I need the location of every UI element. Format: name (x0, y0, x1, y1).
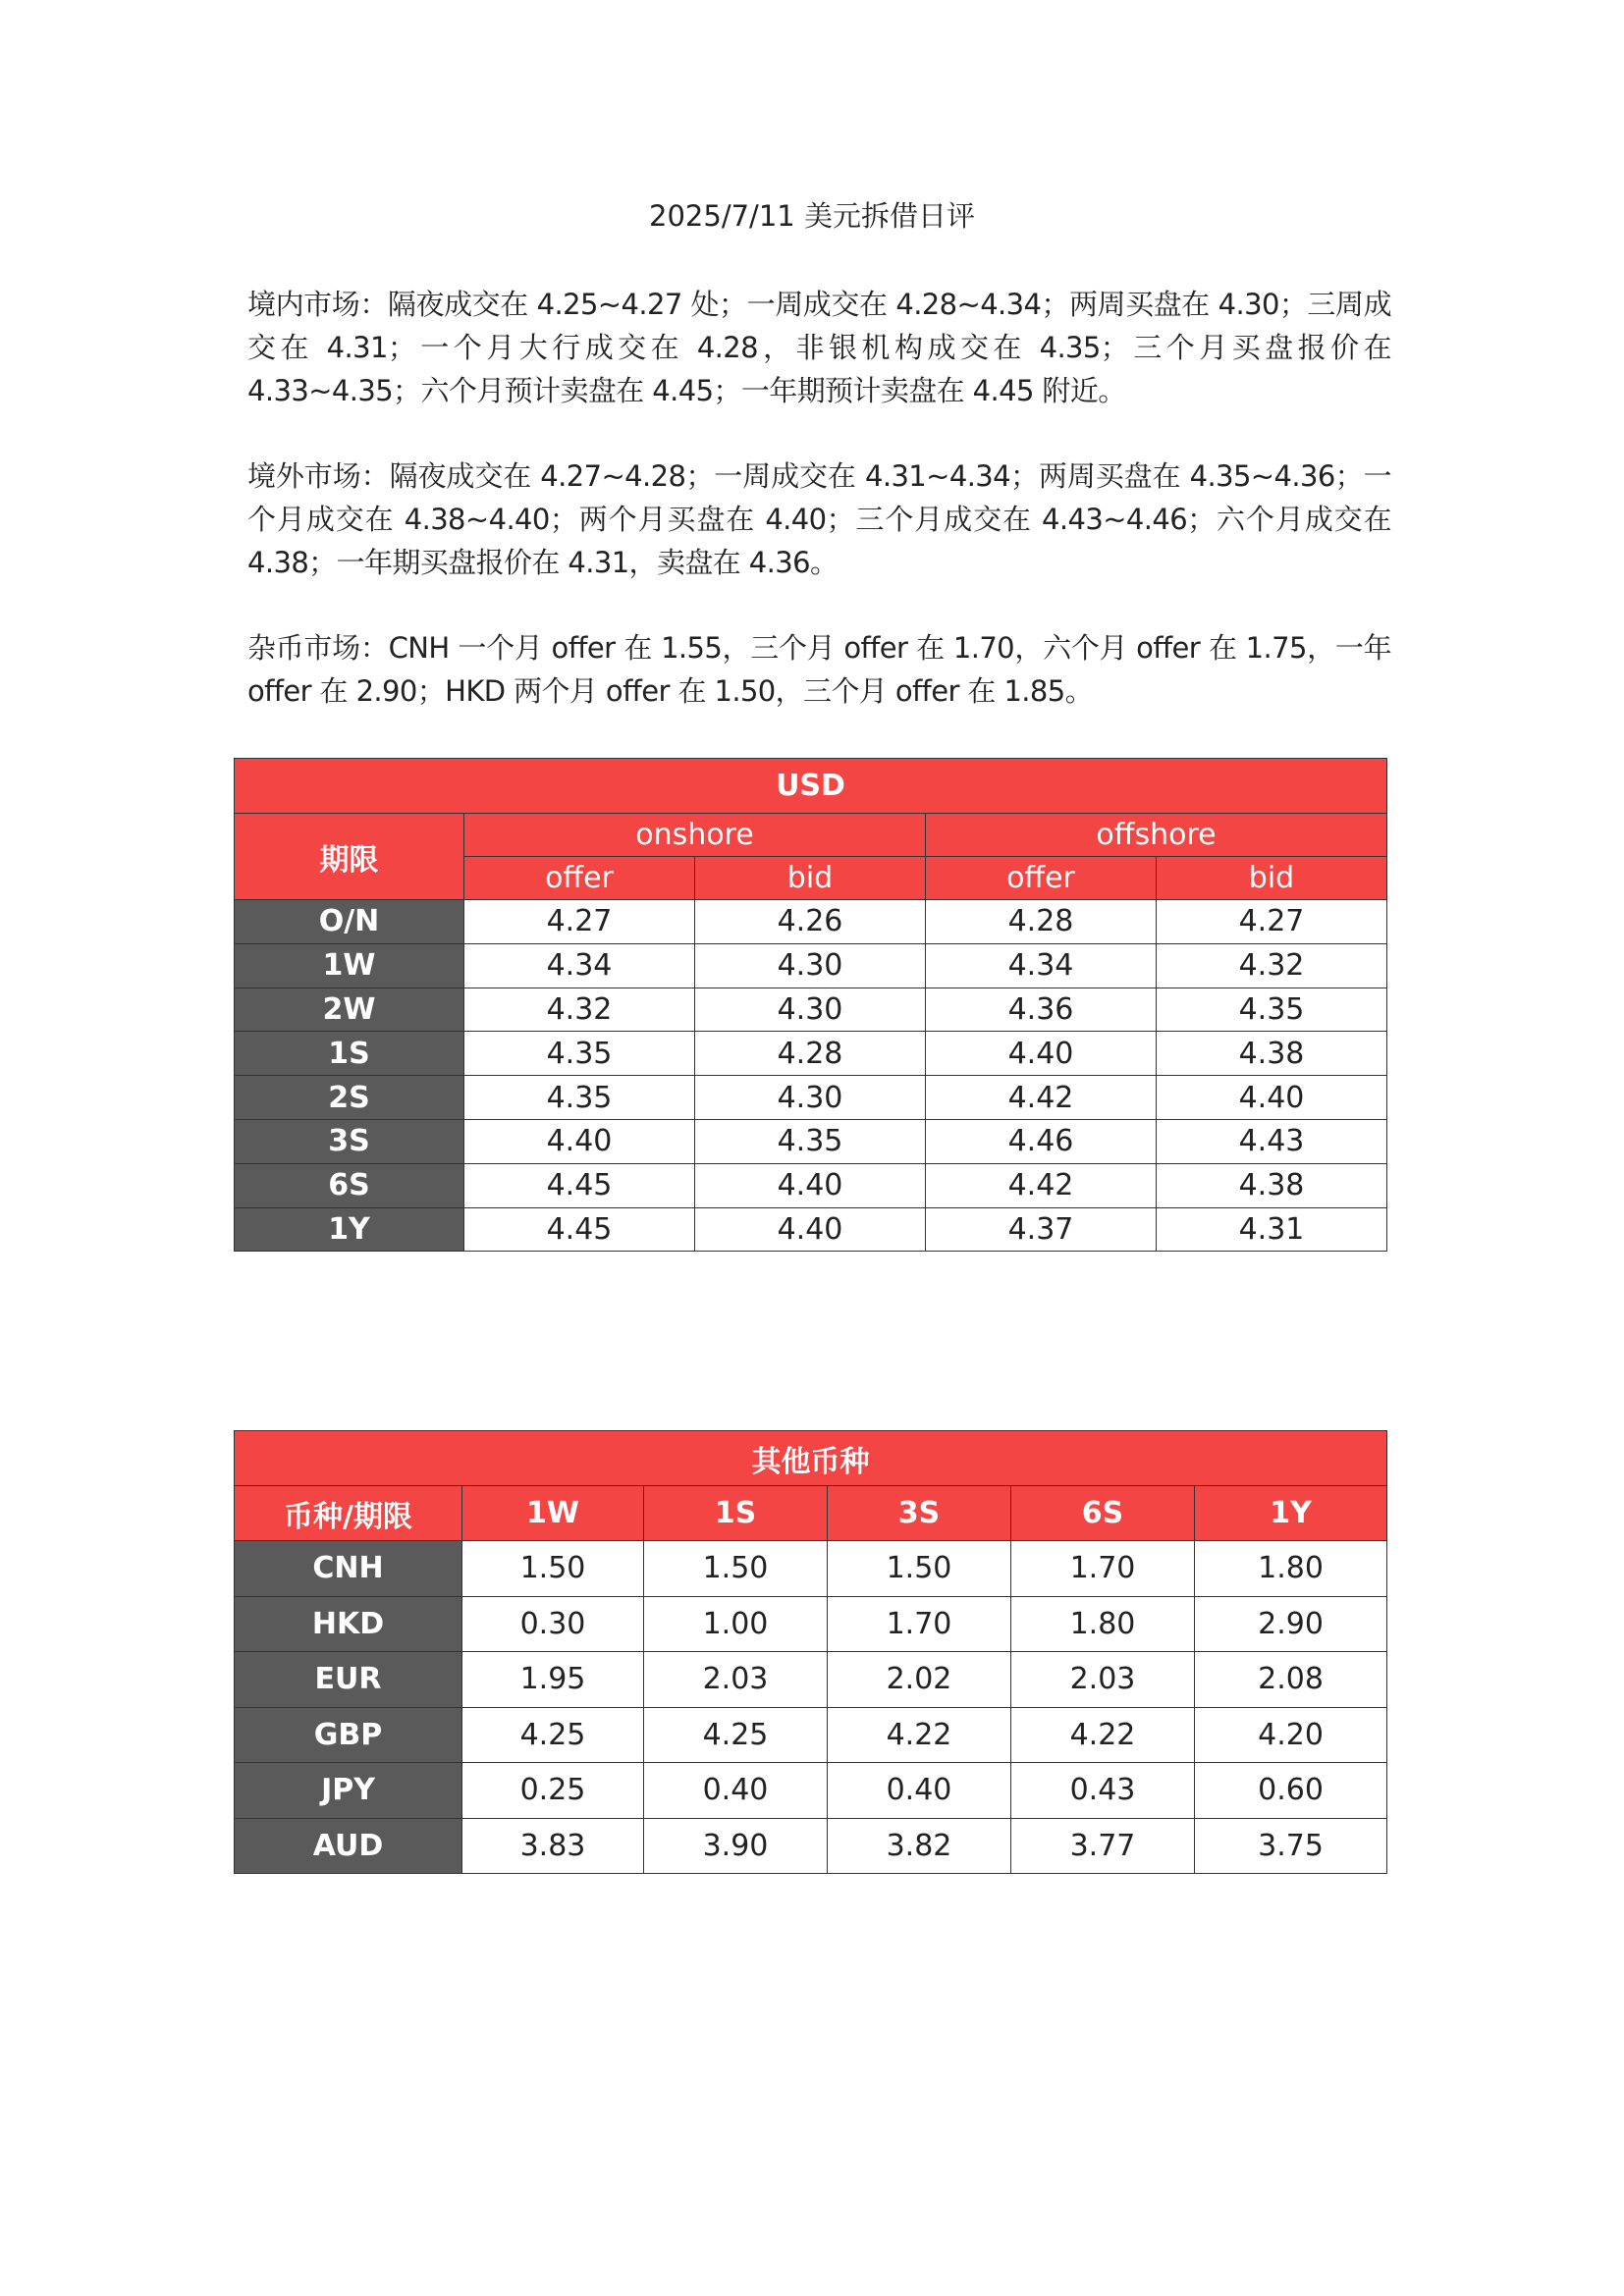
rate-cell: 4.38 (1157, 1032, 1387, 1076)
term-header: 期限 (235, 814, 464, 900)
rate-cell: 0.40 (644, 1763, 828, 1819)
rate-cell: 2.03 (1011, 1652, 1195, 1708)
term-cell: 2S (235, 1076, 464, 1120)
rate-cell: 4.38 (1157, 1163, 1387, 1207)
rate-cell: 1.70 (1011, 1541, 1195, 1597)
rate-cell: 4.26 (695, 900, 926, 944)
rate-cell: 0.40 (828, 1763, 1011, 1819)
rate-cell: 4.27 (464, 900, 695, 944)
table-row (235, 1163, 1387, 1207)
rate-cell: 4.35 (464, 1076, 695, 1120)
other-header-cell: 1W (462, 1486, 644, 1541)
term-cell: 2W (235, 988, 464, 1032)
offshore-market-paragraph: 境外市场：隔夜成交在 4.27~4.28；一周成交在 4.31~4.34；两周买盘在 4.35~4.36；一个月成交在 4.38~4.40；两个月买盘在 4.40；三个月成交在 4.43~4.46；六个月成交在 4.38；一年期买盘报价在 4.31，卖盘在 4.36。 (247, 459, 1391, 579)
other-header-cell: 1S (644, 1486, 828, 1541)
other-header-cell: 1Y (1195, 1486, 1387, 1541)
rate-cell: 4.40 (926, 1032, 1157, 1076)
rate-cell: 4.30 (695, 988, 926, 1032)
rate-cell: 4.25 (462, 1707, 644, 1763)
rate-cell: 1.50 (462, 1541, 644, 1597)
rate-cell: 1.80 (1011, 1596, 1195, 1652)
rate-cell: 4.42 (926, 1076, 1157, 1120)
rate-cell: 4.46 (926, 1119, 1157, 1163)
rate-cell: 4.22 (1011, 1707, 1195, 1763)
rate-cell: 4.30 (695, 1076, 926, 1120)
rate-cell: 4.42 (926, 1163, 1157, 1207)
rate-cell: 1.00 (644, 1596, 828, 1652)
term-cell: O/N (235, 900, 464, 944)
rate-cell: 4.45 (464, 1163, 695, 1207)
other-table-title: 其他币种 (235, 1431, 1387, 1486)
currency-cell: GBP (235, 1707, 462, 1763)
table-row (235, 1652, 1387, 1708)
term-cell: 6S (235, 1163, 464, 1207)
term-cell: 3S (235, 1119, 464, 1163)
table-row (235, 900, 1387, 944)
table-row (235, 1707, 1387, 1763)
rate-cell: 4.35 (695, 1119, 926, 1163)
rate-cell: 2.08 (1195, 1652, 1387, 1708)
rate-cell: 3.83 (462, 1818, 644, 1874)
rate-cell: 3.82 (828, 1818, 1011, 1874)
rate-cell: 3.90 (644, 1818, 828, 1874)
rate-cell: 4.22 (828, 1707, 1011, 1763)
rate-cell: 0.43 (1011, 1763, 1195, 1819)
table-row (235, 1119, 1387, 1163)
rate-cell: 4.31 (1157, 1207, 1387, 1252)
term-cell: 1Y (235, 1207, 464, 1252)
term-cell: 1W (235, 943, 464, 988)
rate-cell: 4.30 (695, 943, 926, 988)
onshore-bid-header: bid (695, 857, 926, 900)
currency-cell: EUR (235, 1652, 462, 1708)
rate-cell: 4.32 (464, 988, 695, 1032)
currency-cell: HKD (235, 1596, 462, 1652)
table-row (235, 1541, 1387, 1597)
rate-cell: 4.40 (695, 1163, 926, 1207)
table-row (235, 1076, 1387, 1120)
rate-cell: 4.40 (695, 1207, 926, 1252)
table-row (235, 1596, 1387, 1652)
offshore-header: offshore (926, 814, 1387, 857)
rate-cell: 4.20 (1195, 1707, 1387, 1763)
other-currencies-table (234, 1430, 1387, 1874)
onshore-market-paragraph: 境内市场：隔夜成交在 4.25~4.27 处；一周成交在 4.28~4.34；两周买盘在 4.30；三周成交在 4.31；一个月大行成交在 4.28，非银机构成交在 4.35；三个月买盘报价在 4.33~4.35；六个月预计卖盘在 4.45；一年期预计卖盘在 4.45 附近。 (247, 288, 1391, 407)
rate-cell: 3.77 (1011, 1818, 1195, 1874)
rate-cell: 1.95 (462, 1652, 644, 1708)
other-header-cell: 币种/期限 (235, 1486, 462, 1541)
usd-rates-table (234, 758, 1387, 1252)
rate-cell: 1.50 (644, 1541, 828, 1597)
table-row (235, 1032, 1387, 1076)
table-row (235, 943, 1387, 988)
misc-currency-paragraph: 杂币市场：CNH 一个月 offer 在 1.55，三个月 offer 在 1.70，六个月 offer 在 1.75，一年 offer 在 2.90；HKD 两个月 offer 在 1.50，三个月 offer 在 1.85。 (247, 631, 1391, 708)
currency-cell: AUD (235, 1818, 462, 1874)
rate-cell: 0.30 (462, 1596, 644, 1652)
rate-cell: 4.34 (464, 943, 695, 988)
rate-cell: 0.25 (462, 1763, 644, 1819)
rate-cell: 1.80 (1195, 1541, 1387, 1597)
rate-cell: 0.60 (1195, 1763, 1387, 1819)
rate-cell: 4.35 (1157, 988, 1387, 1032)
rate-cell: 1.50 (828, 1541, 1011, 1597)
rate-cell: 4.27 (1157, 900, 1387, 944)
offshore-bid-header: bid (1157, 857, 1387, 900)
rate-cell: 4.40 (1157, 1076, 1387, 1120)
offshore-offer-header: offer (926, 857, 1157, 900)
rate-cell: 4.37 (926, 1207, 1157, 1252)
term-cell: 1S (235, 1032, 464, 1076)
page-title: 2025/7/11 美元拆借日评 (649, 199, 975, 233)
other-header-cell: 6S (1011, 1486, 1195, 1541)
currency-cell: CNH (235, 1541, 462, 1597)
onshore-header: onshore (464, 814, 926, 857)
usd-table-title: USD (235, 759, 1387, 814)
rate-cell: 4.28 (695, 1032, 926, 1076)
other-header-cell: 3S (828, 1486, 1011, 1541)
table-row (235, 988, 1387, 1032)
rate-cell: 2.03 (644, 1652, 828, 1708)
rate-cell: 4.28 (926, 900, 1157, 944)
rate-cell: 4.43 (1157, 1119, 1387, 1163)
rate-cell: 3.75 (1195, 1818, 1387, 1874)
rate-cell: 2.90 (1195, 1596, 1387, 1652)
rate-cell: 4.34 (926, 943, 1157, 988)
rate-cell: 1.70 (828, 1596, 1011, 1652)
rate-cell: 2.02 (828, 1652, 1011, 1708)
rate-cell: 4.45 (464, 1207, 695, 1252)
rate-cell: 4.35 (464, 1032, 695, 1076)
rate-cell: 4.32 (1157, 943, 1387, 988)
currency-cell: JPY (235, 1763, 462, 1819)
rate-cell: 4.25 (644, 1707, 828, 1763)
table-row (235, 1207, 1387, 1252)
table-row (235, 1763, 1387, 1819)
rate-cell: 4.36 (926, 988, 1157, 1032)
table-row (235, 1818, 1387, 1874)
rate-cell: 4.40 (464, 1119, 695, 1163)
onshore-offer-header: offer (464, 857, 695, 900)
